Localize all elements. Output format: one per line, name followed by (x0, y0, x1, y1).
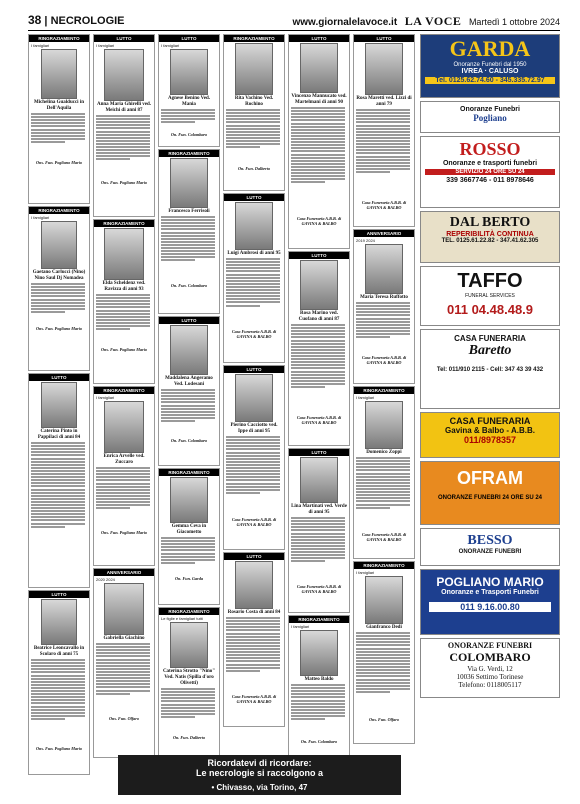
notice-body (291, 324, 347, 414)
notice-body (31, 113, 87, 159)
notice-sub: I famigliari (291, 624, 310, 629)
notice-sub: I famigliari (31, 215, 50, 220)
funeral-home-sign: On. Fun. Dalberto (237, 166, 271, 172)
notice-tag: LUTTO (289, 252, 349, 259)
ad-besso[interactable] (420, 528, 560, 566)
notice-body (161, 537, 217, 575)
notice-sub: I famigliari (161, 43, 180, 48)
notice-body (226, 617, 282, 693)
portrait-photo (170, 325, 208, 375)
notice-body (161, 389, 217, 437)
notice-tag: LUTTO (224, 366, 284, 373)
portrait-photo (235, 43, 273, 95)
obituary-notice (28, 373, 90, 588)
ad-subtitle: FUNERAL SERVICES (465, 293, 515, 299)
notice-tag: RINGRAZIAMENTO (159, 608, 219, 615)
notice-body (291, 107, 347, 215)
obituary-notice (288, 34, 350, 249)
obituary-notice (288, 615, 350, 770)
ad-pogliano[interactable] (420, 569, 560, 635)
portrait-photo (104, 401, 144, 453)
obituary-notice (288, 448, 350, 613)
column-5 (288, 34, 350, 772)
notice-body (31, 442, 87, 562)
deceased-name: Domenico Zoppi (366, 450, 402, 455)
ad-title: CASA FUNERARIA (454, 334, 526, 343)
portrait-photo (170, 477, 208, 523)
notice-sub: I famigliari (356, 395, 375, 400)
notice-tag: RINGRAZIAMENTO (159, 150, 219, 157)
portrait-photo (365, 401, 403, 449)
footer-line: Ricordatevi di ricordare: (207, 758, 312, 768)
portrait-photo (104, 583, 144, 635)
column-2 (93, 34, 155, 760)
funeral-home-sign: Ons. Fun. Pogliano Mario (101, 180, 147, 186)
notice-body (226, 436, 282, 516)
ad-phone[interactable]: 011 04.48.48.9 (446, 302, 534, 317)
portrait-photo (170, 49, 208, 95)
notice-tag: RINGRAZIAMENTO (29, 207, 89, 214)
ad-address: Via G. Verdi, 12 (467, 665, 513, 673)
ad-subtitle: Onoranze Funebri dal 1950 (453, 62, 527, 68)
deceased-name: Rosa Maretti ved. Lizzi di anni 79 (356, 96, 412, 107)
notice-sub: Le figlie e famigliari tutti (161, 616, 203, 621)
notice-tag: ANNIVERSARIO (354, 230, 414, 237)
deceased-name: Gabriella Giachino (103, 636, 145, 641)
notice-body (31, 283, 87, 325)
column-6 (353, 34, 415, 746)
footer-banner (118, 755, 401, 795)
notice-body (96, 467, 152, 529)
issue-date: Martedì 1 ottobre 2024 (468, 17, 560, 27)
obituary-notice (28, 206, 90, 371)
obituary-notice (158, 316, 220, 466)
portrait-photo (300, 43, 338, 93)
obituary-notice (223, 365, 285, 550)
ad-phone[interactable]: 011 9.16.00.80 (429, 602, 551, 612)
notice-tag: RINGRAZIAMENTO (289, 616, 349, 623)
notice-body (96, 294, 152, 346)
notice-tag: RINGRAZIAMENTO (159, 469, 219, 476)
notice-tag: RINGRAZIAMENTO (94, 220, 154, 227)
funeral-home-sign: On. Fun. Dalberto (172, 735, 206, 741)
notice-tag: RINGRAZIAMENTO (94, 387, 154, 394)
obituary-notice (158, 607, 220, 760)
ad-subtitle: REPERIBILITÀ CONTINUA (446, 231, 534, 238)
notice-tag: LUTTO (289, 35, 349, 42)
deceased-name: Michelina Gualducci in Dell'Aquila (33, 100, 84, 111)
ads-column (420, 34, 560, 701)
notice-sub: 2020 2024 (96, 577, 115, 582)
page-header (28, 12, 560, 31)
ad-subtitle: ONORANZE FUNEBRI 24 ORE SU 24 (437, 495, 543, 501)
ad-name: COLOMBARO (449, 650, 531, 664)
funeral-home-sign: Casa Funeraria A.B.B. di GAVINA & BALBO (231, 329, 277, 340)
header-right (293, 14, 561, 29)
notice-tag: LUTTO (29, 591, 89, 598)
notice-tag: RINGRAZIAMENTO (354, 387, 414, 394)
column-1 (28, 34, 90, 777)
notice-body (291, 517, 347, 583)
notice-body (226, 258, 282, 328)
deceased-name: Caterina Pinto in Pappilaci di anni 84 (37, 429, 81, 440)
obituary-notice (353, 561, 415, 744)
notice-body (291, 684, 347, 738)
section-title: 38 | NECROLOGIE (28, 13, 125, 27)
notice-body (161, 688, 217, 734)
obituary-notice (93, 219, 155, 384)
deceased-name: Agnese Benino Ved. Mania (167, 96, 211, 107)
notice-body (226, 109, 282, 165)
portrait-photo (365, 576, 403, 624)
section-name: NECROLOGIE (50, 15, 125, 27)
ad-title: BESSO (467, 533, 513, 548)
funeral-home-sign: Ons. Fun. Pogliano Mario (101, 347, 147, 353)
ad-title: CASA FUNERARIA (449, 416, 531, 426)
obituary-notice (223, 34, 285, 191)
notice-tag: LUTTO (224, 194, 284, 201)
obituary-notice (158, 468, 220, 605)
portrait-photo (235, 202, 273, 250)
ad-name: Gavina & Balbo - A.B.B. (445, 426, 535, 435)
ad-phone[interactable]: 339 3667746 - 011 8978646 (446, 177, 534, 184)
deceased-name: Matteo Baldo (304, 677, 334, 682)
deceased-name: Rosa Marino ved. Cuofano di anni 87 (298, 311, 340, 322)
funeral-home-sign: On. Fun. Colombaro (170, 132, 208, 138)
portrait-photo (300, 630, 338, 676)
obituary-notice (288, 251, 350, 446)
funeral-home-sign: Casa Funeraria A.B.B. di GAVINA & BALBO (361, 200, 407, 211)
deceased-name: Caterina Strotto "Nino" Ved. Natis (Spilla d'oro Olivetti) (162, 669, 216, 686)
notice-tag: ANNIVERSARIO (94, 569, 154, 576)
obituary-notice (93, 568, 155, 758)
ad-title: DAL BERTO (449, 215, 531, 230)
funeral-home-sign: On. Fun. Garda (175, 576, 203, 582)
deceased-name: Enrica Arvelle ved. Zuccaro (103, 454, 145, 465)
ad-location: CALUSO (488, 68, 519, 75)
footer-line: Le necrologie si raccolgono a (195, 768, 324, 778)
funeral-home-sign: Casa Funeraria A.B.B. di GAVINA & BALBO (296, 415, 342, 426)
notice-body (96, 115, 152, 179)
notice-tag: RINGRAZIAMENTO (354, 562, 414, 569)
notice-tag: LUTTO (94, 35, 154, 42)
portrait-photo (235, 561, 273, 609)
deceased-name: Francesco Ferrisoli (168, 209, 210, 214)
portrait-photo (104, 228, 144, 280)
ad-garda[interactable] (420, 34, 560, 98)
notice-body (356, 302, 412, 354)
funeral-home-sign: On. Fun. Colombaro (170, 438, 208, 444)
ad-colombaro[interactable] (420, 638, 560, 698)
deceased-name: Gaetano Carlucci (Nino) Nino Saul Dj Nomadea (32, 270, 86, 281)
portrait-photo (170, 622, 208, 668)
funeral-home-sign: Casa Funeraria A.B.B. di GAVINA & BALBO (361, 532, 407, 543)
page-number: 38 (28, 13, 42, 27)
obituary-notice (93, 386, 155, 566)
ad-taffo[interactable] (420, 266, 560, 326)
notice-tag: LUTTO (159, 35, 219, 42)
funeral-home-sign: Ons. Fun. Olfaro (108, 716, 140, 722)
deceased-name: Vincenzo Mannucato ved. Martelmani di anni 90 (291, 94, 347, 105)
funeral-home-sign: Ons. Fun. Pogliano Mario (101, 530, 147, 536)
deceased-name: Gemma Ceva in Giacometto (171, 524, 207, 535)
deceased-name: Beatrice Leoncavallo in Scolaro di anni 75 (33, 646, 85, 657)
funeral-home-sign: Casa Funeraria A.B.B. di GAVINA & BALBO (361, 355, 407, 366)
notice-body (356, 109, 412, 199)
portrait-photo (41, 49, 77, 99)
deceased-name: Luigi Ambrosi di anni 95 (227, 251, 281, 256)
ad-pogliano-small[interactable] (420, 101, 560, 133)
notice-tag: RINGRAZIAMENTO (224, 35, 284, 42)
obituary-notice (353, 34, 415, 227)
obituary-notice (223, 193, 285, 363)
ad-locations: IVREA · CALUSO (461, 68, 519, 75)
notice-sub: I famigliari (96, 395, 115, 400)
notice-body (161, 216, 217, 282)
notice-sub: I famigliari (356, 570, 375, 575)
portrait-photo (300, 457, 338, 503)
notice-sub: I famigliari (31, 43, 50, 48)
ad-subtitle: Onoranze e Trasporti Funebri (441, 589, 539, 596)
obituary-notice (93, 34, 155, 217)
ad-title: Onoranze Funebri (460, 106, 520, 113)
notice-tag: LUTTO (224, 553, 284, 560)
funeral-home-sign: Casa Funeraria A.B.B. di GAVINA & BALBO (231, 694, 277, 705)
notice-body (31, 659, 87, 745)
obituary-notice (223, 552, 285, 727)
portrait-photo (170, 158, 208, 208)
portrait-photo (300, 260, 338, 310)
notice-tag: LUTTO (159, 317, 219, 324)
notice-tag: RINGRAZIAMENTO (29, 35, 89, 42)
deceased-name: Gianfranco Dedi (366, 625, 402, 630)
notice-body (96, 643, 152, 715)
ad-dalberto[interactable] (420, 211, 560, 263)
ad-subtitle: Onoranze e trasporti funebri (442, 160, 538, 167)
ad-title: TAFFO (457, 270, 523, 292)
obituary-notice (353, 386, 415, 559)
deceased-name: Rosario Costa di anni 84 (227, 610, 281, 615)
funeral-home-sign: Casa Funeraria A.B.B. di GAVINA & BALBO (296, 584, 342, 595)
obituary-notice (28, 590, 90, 775)
funeral-home-sign: Ons. Fun. Olfaro (368, 717, 400, 723)
portrait-photo (41, 382, 77, 428)
deceased-name: Elda Scheldenz ved. Ravizza di anni 93 (102, 281, 146, 292)
obituary-notice (28, 34, 90, 204)
footer-address: • Chivasso, via Torino, 47 (211, 783, 308, 792)
ad-phone[interactable]: Tel. 0125.62.74.60 - 345.335.72.97 (425, 77, 555, 84)
deceased-name: Rita Vachino Ved. Rochino (234, 96, 274, 107)
ad-phone[interactable]: Telefono: 0118005117 (458, 681, 522, 689)
notice-body (161, 109, 217, 131)
column-4 (223, 34, 285, 729)
ad-rosso[interactable] (420, 136, 560, 208)
notice-body (356, 457, 412, 531)
brand-name: LA VOCE (404, 14, 462, 28)
obituary-notice (158, 34, 220, 147)
ad-baretto[interactable] (420, 329, 560, 409)
ad-name: Baretto (468, 343, 512, 358)
ad-title: OFRAM (457, 468, 523, 488)
portrait-photo (365, 244, 403, 294)
deceased-name: Pierino Cacciotto ved. Ippe di anni 95 (230, 423, 278, 434)
ad-phone[interactable]: Tel: 011/910 2115 - Cell: 347 43 39 432 (436, 367, 544, 373)
ad-location: IVREA (461, 68, 483, 75)
funeral-home-sign: Ons. Fun. Pogliano Mario (36, 160, 82, 166)
funeral-home-sign: On. Fun. Colombaro (170, 283, 208, 289)
funeral-home-sign: Ons. Fun. Pogliano Mario (36, 746, 82, 752)
deceased-name: Lina Martinati ved. Verde di anni 95 (291, 504, 347, 515)
funeral-home-sign: Ons. Fun. Pogliano Mario (36, 326, 82, 332)
site-url[interactable]: www.giornalelavoce.it (292, 17, 398, 28)
ad-title: GARDA (449, 36, 531, 61)
ad-gavina[interactable] (420, 412, 560, 458)
ad-subtitle: ONORANZE FUNEBRI (458, 549, 522, 555)
ad-title: ONORANZE FUNEBRI (447, 641, 533, 650)
ad-phone[interactable]: TEL. 0125.61.22.82 - 347.41.62.305 (441, 238, 539, 244)
deceased-name: Maria Teresa Ruffotto (360, 295, 408, 300)
column-3 (158, 34, 220, 762)
portrait-photo (41, 599, 77, 645)
deceased-name: Maddalena Angeramo Ved. Lodesani (165, 376, 213, 387)
ad-tagline: SERVIZIO 24 ORE SU 24 (425, 169, 555, 175)
ad-title: POGLIANO MARIO (436, 575, 544, 589)
obituary-notice (353, 229, 415, 384)
deceased-name: Anna Maria Ghirelli ved. Meichi di anni 87 (96, 102, 152, 113)
obituary-notice (158, 149, 220, 314)
notice-tag: LUTTO (289, 449, 349, 456)
notice-tag: LUTTO (354, 35, 414, 42)
ad-title: ROSSO (459, 139, 521, 159)
portrait-photo (365, 43, 403, 95)
portrait-photo (104, 49, 144, 101)
notice-tag: LUTTO (29, 374, 89, 381)
funeral-home-sign: Casa Funeraria A.B.B. di GAVINA & BALBO (231, 517, 277, 528)
ad-name: Pogliano (473, 113, 507, 123)
notice-sub: I famigliari (96, 43, 115, 48)
notice-body (356, 632, 412, 716)
ad-ofram[interactable] (420, 461, 560, 525)
portrait-photo (235, 374, 273, 422)
portrait-photo (41, 221, 77, 269)
funeral-home-sign: On. Fun. Colombaro (300, 739, 338, 745)
ad-phone[interactable]: 011/8978357 (463, 435, 517, 445)
funeral-home-sign: Casa Funeraria A.B.B. di GAVINA & BALBO (296, 216, 342, 227)
notice-sub: 2019 2024 (356, 238, 375, 243)
ad-address: 10036 Settimo Torinese (456, 673, 524, 681)
